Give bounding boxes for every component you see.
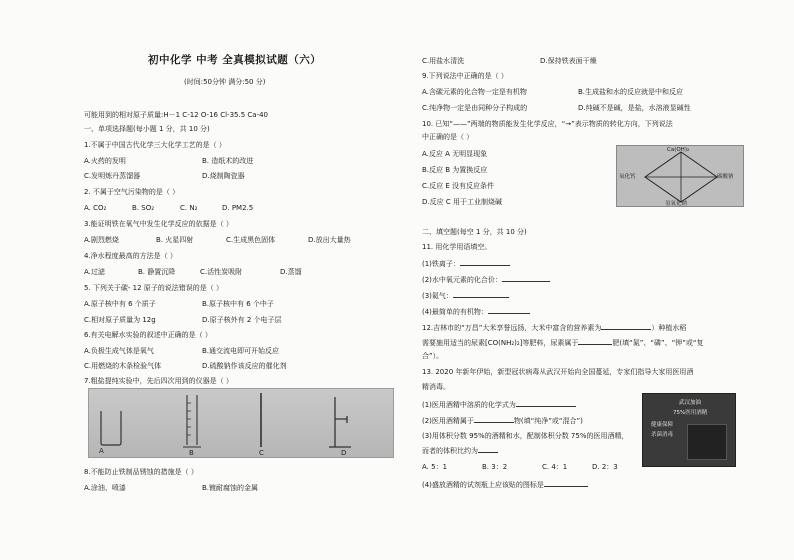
section1-heading: 一、单项选择题(每小题 1 分，共 10 分) <box>84 125 210 133</box>
q4-option-b: B. 静置沉降 <box>138 268 176 276</box>
q13-line2: 精消毒。 <box>422 383 450 391</box>
q12-blank2[interactable] <box>578 338 612 345</box>
q6-option-d: D.硫酸钠作该反应的催化剂 <box>202 362 287 370</box>
q3-stem: 3.能证明铁在氧气中发生化学反应的依据是（ ） <box>84 220 233 228</box>
q6-option-b: B.通交流电即可开始反应 <box>202 347 280 355</box>
q1-option-a: A.火药的发明 <box>84 157 126 165</box>
q11-blank1[interactable] <box>460 259 510 266</box>
q1-option-c: C.发明炼丹蒸馏器 <box>84 172 141 180</box>
q10-stem: 10. 已知“——”两端的物质能发生化学反应，“→”表示物质的转化方向，下列说法 <box>422 120 673 128</box>
q13-opt-d: D. 2：3 <box>592 463 618 471</box>
q5-option-a: A.原子核中有 6 个质子 <box>84 300 156 308</box>
q9-option-d: D.纯碱不是碱，是盐，水溶液显碱性 <box>578 104 691 112</box>
q2-option-c: C. N₂ <box>180 204 198 212</box>
q10-stem-cont: 中正确的是（ ） <box>422 133 474 141</box>
apparatus-label-d: D <box>341 449 347 457</box>
photo-text-4: 杀菌消毒 <box>651 432 674 438</box>
q12-line2: 需要施用适当的尿素[CO(NH₂)₂]等肥料，尿素属于 肥(填“氮”、“磷”、“钾”或“复 <box>422 339 704 347</box>
q11-blank4[interactable] <box>488 307 530 314</box>
bottle-image <box>687 424 727 460</box>
q5-option-b: B.原子核中有 6 个中子 <box>202 300 274 308</box>
q6-stem: 6.有关电解水实验的叙述中正确的是（ ） <box>84 331 212 339</box>
q11-stem: 11. 用化学用语填空。 <box>422 243 492 251</box>
photo-text-3: 健康保障 <box>651 422 674 428</box>
q11-blank3[interactable] <box>453 291 509 298</box>
q13-sub2: (2)医用酒精属于 物(填“纯净”或“混合”) <box>422 417 583 425</box>
q11-sub3: (3)氦气： <box>422 291 509 301</box>
q5-stem: 5. 下列关于碳- 12 原子的说法错误的是（ ） <box>84 284 224 292</box>
q13-sub1: (1)医用酒精中溶质的化学式为 <box>422 400 576 410</box>
q12-line3: 合”）。 <box>422 352 444 360</box>
q11-sub1: (1)铁离子： <box>422 259 510 269</box>
q13-opt-b: B. 3：2 <box>482 463 508 471</box>
q13-blank1[interactable] <box>516 400 576 407</box>
reaction-diagram <box>616 145 744 207</box>
page-title: 初中化学 中考 全真模拟试题（六） <box>148 54 322 66</box>
q4-option-c: C.活性炭吸附 <box>200 268 243 276</box>
q3-option-a: A.剧烈燃烧 <box>84 236 119 244</box>
section2-heading: 二、填空题(每空 1 分，共 10 分) <box>422 228 527 236</box>
q10-option-a: A.反应 A 无明显现象 <box>422 150 488 158</box>
q3-option-d: D.放出大量热 <box>308 236 351 244</box>
q4-option-d: D.蒸馏 <box>280 268 302 276</box>
q13-blank3[interactable] <box>478 446 498 453</box>
q4-stem: 4.净水程度最高的方法是（ ） <box>84 252 177 260</box>
q2-stem: 2. 不属于空气污染物的是（ ） <box>84 188 180 196</box>
q13-sub4: (4)盛放酒精的试剂瓶上应该贴的图标是 <box>422 480 588 490</box>
q12-line1: 12.吉林市的“万昌”大米享誉远扬，大米中富含的营养素为 ）种植水稻 <box>422 324 687 332</box>
apparatus-label-c: C <box>259 449 264 457</box>
q6-option-c: C.用燃烧的木条检验气体 <box>84 362 162 370</box>
diagram-node-left: 氧化钙 <box>619 174 636 180</box>
cylinder-icon <box>183 395 201 447</box>
q8-option-a: A.涂油、喷漆 <box>84 484 126 492</box>
q13-line1: 13. 2020 年新年伊始，新型冠状病毒从武汉开始向全国蔓延，专家们指导大家用医用酒 <box>422 368 694 376</box>
apparatus-label-b: B <box>189 449 194 457</box>
q13-opt-a: A. 5：1 <box>422 463 448 471</box>
diagram-node-right: 碳酸钠 <box>717 174 734 180</box>
iron-stand-icon <box>329 397 351 447</box>
q8-stem: 8.不能防止铁制品锈蚀的措施是（ ） <box>84 468 198 476</box>
q7-stem: 7.粗盐提纯实验中，先后四次用到的仪器是（ ） <box>84 377 233 385</box>
q2-option-b: B. SO₂ <box>132 204 155 212</box>
alcohol-photo <box>642 393 736 467</box>
q13-blank2[interactable] <box>474 416 514 423</box>
q8-option-c: C.用盐水清洗 <box>422 57 465 65</box>
q5-option-c: C.相对原子质量为 12g <box>84 316 156 324</box>
q4-option-a: A.过滤 <box>84 268 105 276</box>
q11-sub2: (2)水中氧元素的化合价： <box>422 275 550 285</box>
q11-blank2[interactable] <box>502 275 550 282</box>
q9-option-a: A.含碳元素的化合物一定是有机物 <box>422 88 527 96</box>
q8-option-d: D.保持铁表面干燥 <box>540 57 597 65</box>
q10-option-d: D.反应 C 用于工业制烧碱 <box>422 198 502 206</box>
q9-option-b: B.生成盐和水的反应就是中和反应 <box>578 88 684 96</box>
photo-text-2: 75%医用酒精 <box>673 410 708 416</box>
q9-option-c: C.纯净物一定是由同种分子构成的 <box>422 104 528 112</box>
q1-option-b: B. 造纸术的改进 <box>202 157 254 165</box>
q13-sub3-cont: 而者的体积比约为 <box>422 446 498 456</box>
q3-option-c: C.生成黑色固体 <box>226 236 276 244</box>
q11-sub4: (4)最简单的有机物： <box>422 307 530 317</box>
q10-option-b: B.反应 B 为置换反应 <box>422 166 488 174</box>
atomic-mass-note: 可能用到的相对原子质量:H－1 C-12 O-16 Cl-35.5 Ca-40 <box>84 111 268 119</box>
q12-blank1[interactable] <box>601 323 651 330</box>
diagram-node-bottom: 氢氧化钠 <box>665 201 688 207</box>
q2-option-d: D. PM2.5 <box>222 204 254 212</box>
apparatus-label-a: A <box>99 447 104 455</box>
apparatus-drawing <box>89 389 395 459</box>
photo-text-1: 武汉加油 <box>679 400 702 406</box>
q6-option-a: A.负极生成气体是氧气 <box>84 347 154 355</box>
q10-option-c: C.反应 E 没有反应条件 <box>422 182 494 190</box>
time-score: (时间:50分钟 满分:50 分) <box>184 78 266 86</box>
q1-stem: 1.不属于中国古代化学三大化学工艺的是（ ） <box>84 141 226 149</box>
q3-option-b: B. 火星四射 <box>156 236 194 244</box>
q5-option-d: D.原子核外有 2 个电子层 <box>202 316 282 324</box>
beaker-icon <box>101 411 121 445</box>
q1-option-d: D.烧制陶瓷器 <box>202 172 245 180</box>
q13-blank4[interactable] <box>544 480 588 487</box>
q9-stem: 9.下列说法中正确的是（ ） <box>422 72 508 80</box>
q13-opt-c: C. 4：1 <box>542 463 568 471</box>
q8-option-b: B.镀耐腐蚀的金属 <box>202 484 259 492</box>
apparatus-figure <box>88 388 394 458</box>
diagram-node-top: Ca(OH)₂ <box>667 147 690 153</box>
q2-option-a: A. CO₂ <box>84 204 107 212</box>
q13-sub3: (3)用体积分数 95%的酒精和水，配制体积分数 75%的医用酒精， <box>422 432 629 440</box>
